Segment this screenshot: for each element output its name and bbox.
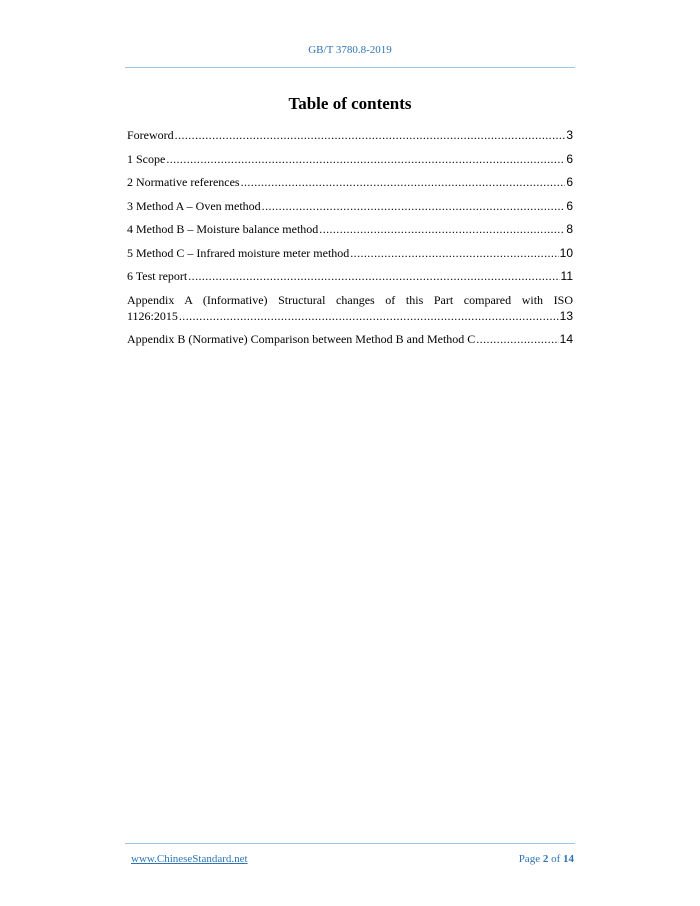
toc-entry-page: 8 (566, 222, 573, 236)
toc-entry-scope[interactable] (127, 151, 573, 175)
toc-entry-test-report[interactable] (127, 268, 573, 292)
toc-entry-foreword[interactable] (127, 127, 573, 151)
toc-entry-label-line1: Appendix A (Informative) Structural changes of this Part compared with ISO (127, 292, 573, 307)
toc-entry-page: 6 (566, 175, 573, 189)
toc-entry-label: 5 Method C – Infrared moisture meter method (127, 245, 350, 260)
toc-entry-label: 3 Method A – Oven method (127, 198, 261, 213)
current-page: 2 (542, 853, 549, 865)
toc-entry-page: 6 (566, 151, 573, 166)
toc-entry-label: Appendix B (Normative) Comparison between Method B and Method C (127, 331, 476, 346)
page-number (519, 853, 574, 865)
toc-entry-label: Foreword (127, 128, 174, 142)
toc-entry-method-b[interactable] (127, 221, 573, 245)
toc-entry-line2 (127, 308, 573, 324)
toc-entry-label-line2: 1126:2015 (127, 308, 178, 323)
toc-entry-page: 11 (560, 269, 573, 283)
dot-leader (476, 331, 558, 347)
dot-leader (262, 198, 566, 214)
toc-entry-label: 4 Method B – Moisture balance method (127, 222, 319, 236)
toc-entry-label: 1 Scope (127, 151, 166, 166)
toc-entry-page: 14 (559, 331, 573, 346)
page-word: Page (518, 853, 541, 865)
total-pages: 14 (563, 853, 574, 865)
dot-leader (179, 308, 559, 324)
toc-entry-page: 13 (559, 308, 573, 323)
header-divider (125, 67, 575, 68)
dot-leader (319, 221, 565, 237)
footer-divider (125, 843, 575, 844)
toc-entry-page: 3 (566, 128, 573, 142)
document-id-header: GB/T 3780.8-2019 (308, 44, 392, 56)
table-of-contents (127, 127, 573, 354)
dot-leader (188, 268, 559, 284)
toc-title: Table of contents (288, 94, 412, 113)
toc-entry-label: 6 Test report (127, 269, 188, 283)
toc-entry-method-c[interactable] (127, 245, 573, 269)
of-word: of (551, 853, 561, 865)
toc-entry-label: 2 Normative references (127, 175, 240, 189)
dot-leader (166, 151, 565, 167)
toc-entry-normative-references[interactable] (127, 174, 573, 198)
dot-leader (175, 127, 566, 143)
toc-entry-page: 10 (559, 245, 573, 260)
toc-entry-appendix-a[interactable] (127, 292, 573, 324)
website-link[interactable]: www.ChineseStandard.net (131, 853, 248, 865)
toc-entry-page: 6 (566, 198, 573, 213)
toc-entry-appendix-b[interactable] (127, 331, 573, 355)
dot-leader (350, 245, 558, 261)
dot-leader (241, 174, 566, 190)
toc-entry-method-a[interactable] (127, 198, 573, 222)
